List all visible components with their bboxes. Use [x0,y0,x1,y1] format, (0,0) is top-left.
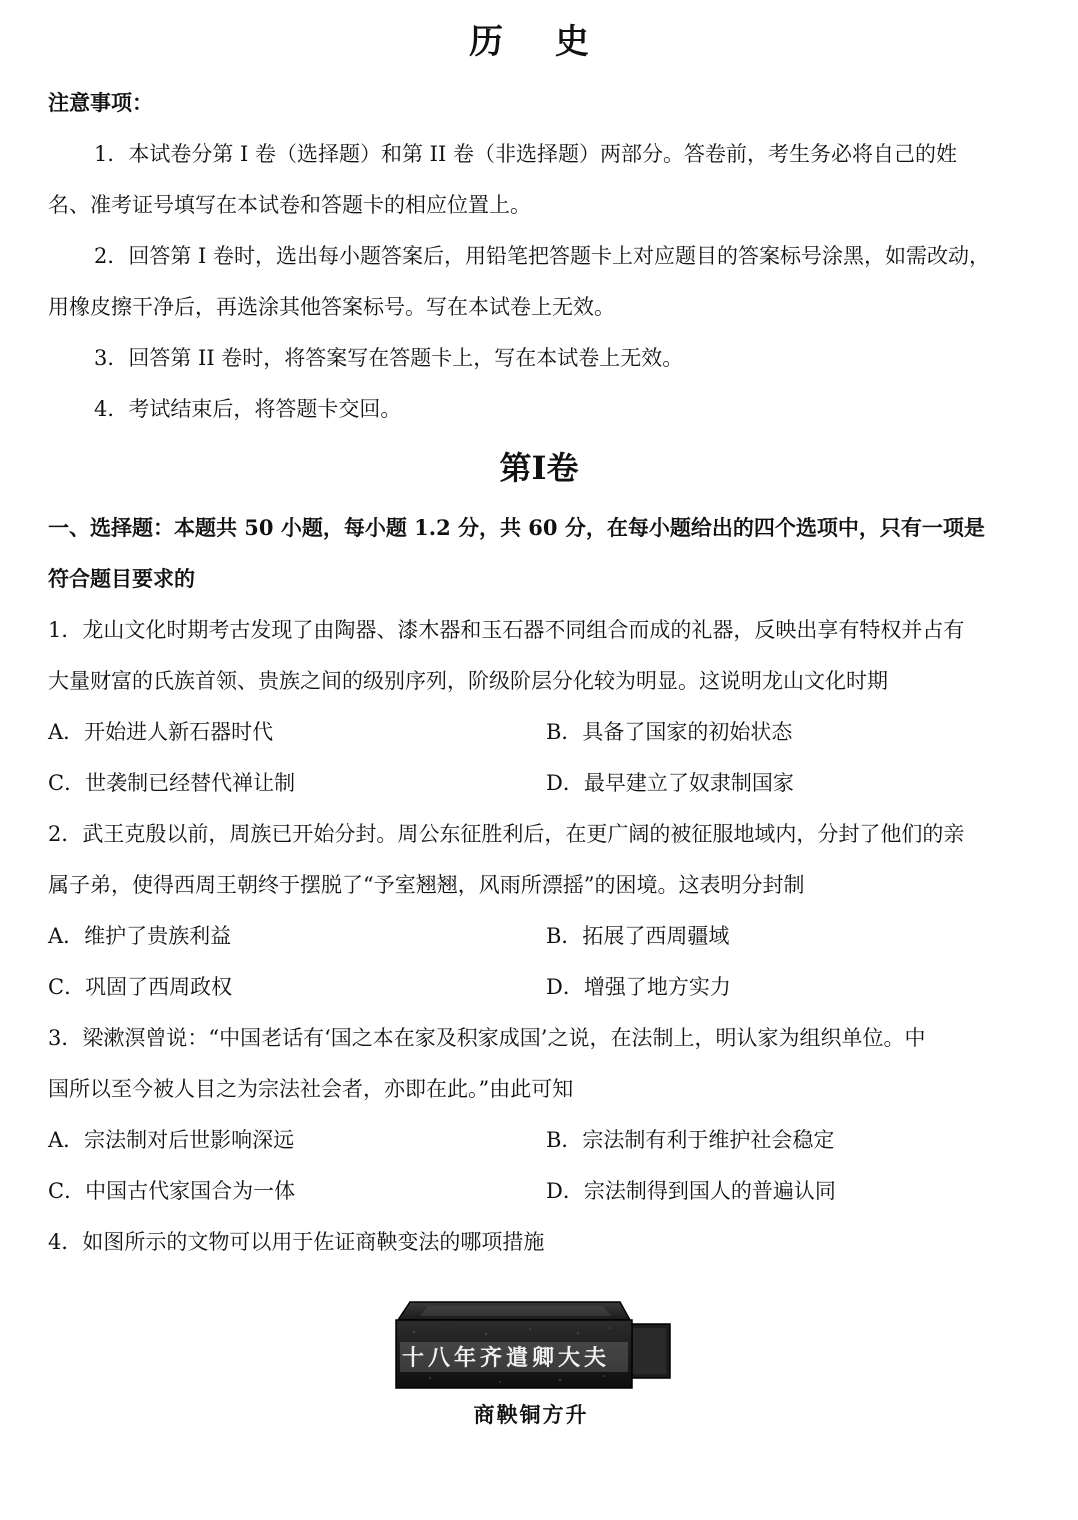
question-3-stem-line-2: 国所以至今被人目之为宗法社会者，亦即在此。”由此可知 [48,1077,574,1101]
question-2-option-c: C．巩固了西周政权 [48,975,233,999]
artifact-caption: 商鞅铜方升 [473,1403,589,1427]
question-3-stem-line-1: 3．梁漱溟曾说：“中国老话有‘国之本在家及积家成国’之说，在法制上，明认家为组织单位。中 [48,1026,926,1050]
note-1-line-2: 名、准考证号填写在本试卷和答题卡的相应位置上。 [48,193,531,217]
question-1-option-d: D．最早建立了奴隶制国家 [546,771,794,795]
note-4: 4．考试结束后，将答题卡交回。 [94,397,402,421]
note-1-line-1: 1．本试卷分第 I 卷（选择题）和第 II 卷（非选择题）两部分。答卷前，考生务必将自己的姓 [94,142,957,166]
question-2-stem-line-1: 2．武王克殷以前，周族已开始分封。周公东征胜利后，在更广阔的被征服地域内，分封了他们的亲 [48,822,965,846]
question-3-option-b: B．宗法制有利于维护社会稳定 [546,1128,835,1152]
note-2-line-1: 2．回答第 I 卷时，选出每小题答案后，用铅笔把答题卡上对应题目的答案标号涂黑，如需改动， [94,244,991,268]
question-1-stem-line-1: 1．龙山文化时期考古发现了由陶器、漆木器和玉石器不同组合而成的礼器，反映出享有特权并占有 [48,618,965,642]
question-3-option-c: C．中国古代家国合为一体 [48,1179,296,1203]
question-2-option-a: A．维护了贵族利益 [48,924,232,948]
question-3-option-d: D．宗法制得到国人的普遍认同 [546,1179,836,1203]
note-2-line-2: 用橡皮擦干净后，再选涂其他答案标号。写在本试卷上无效。 [48,295,615,319]
notes-heading: 注意事项： [48,90,153,115]
question-3-option-a: A．宗法制对后世影响深远 [48,1128,295,1152]
section-instruction-line-1: 一、选择题：本题共 50 小题，每小题 1.2 分，共 60 分，在每小题给出的四个选项中，只有一项是 [48,515,985,540]
question-2-option-b: B．拓展了西周疆域 [546,924,730,948]
question-1-option-c: C．世袭制已经替代禅让制 [48,771,296,795]
question-1-stem-line-2: 大量财富的氏族首领、贵族之间的级别序列，阶级阶层分化较为明显。这说明龙山文化时期 [48,669,888,693]
page-title: 历 史 [469,22,609,62]
section-title: 第I卷 [499,449,579,487]
question-4-stem: 4．如图所示的文物可以用于佐证商鞅变法的哪项措施 [48,1230,545,1254]
note-3: 3．回答第 II 卷时，将答案写在答题卡上，写在本试卷上无效。 [94,346,684,370]
section-instruction-line-2: 符合题目要求的 [48,566,195,591]
artifact-inscription: 十八年齐遣卿大夫 [402,1346,611,1371]
question-1-option-a: A．开始进人新石器时代 [48,720,274,744]
question-2-stem-line-2: 属子弟，使得西周王朝终于摆脱了“予室翘翘，风雨所漂摇”的困境。这表明分封制 [48,873,805,897]
question-2-option-d: D．增强了地方实力 [546,975,731,999]
question-1-option-b: B．具备了国家的初始状态 [546,720,793,744]
